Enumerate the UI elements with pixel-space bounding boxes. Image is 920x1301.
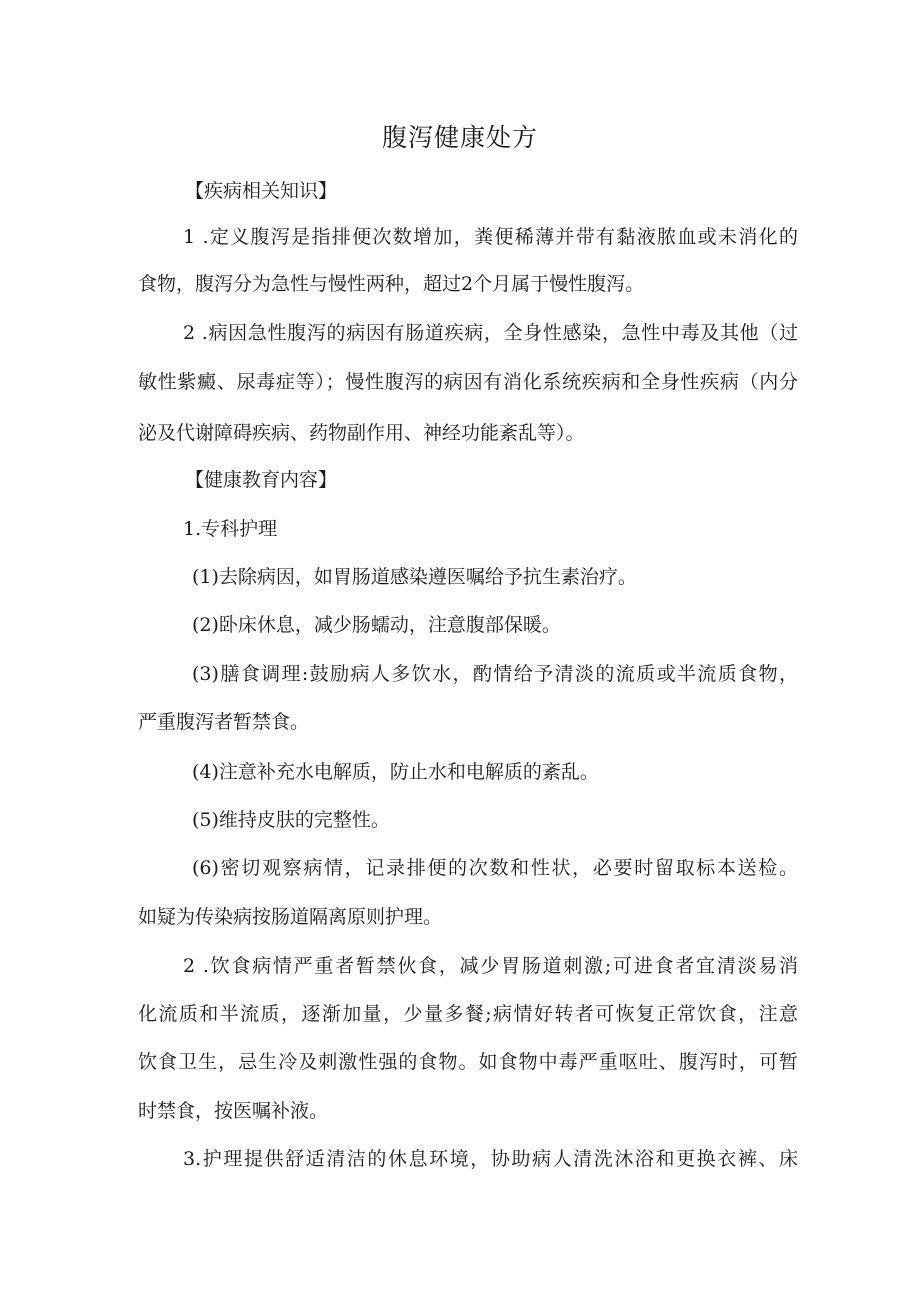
paragraph-line: 3.护理提供舒适清洁的休息环境，协助病人清洗沐浴和更换衣裤、床	[183, 1148, 798, 1170]
list-item: (6)密切观察病情，记录排便的次数和性状，必要时留取标本送检。	[192, 857, 798, 879]
section-heading-health-education: 【健康教育内容】	[185, 469, 338, 491]
paragraph-line: 2 .病因急性腹泻的病因有肠道疾病，全身性感染，急性中毒及其他（过	[183, 322, 798, 344]
section-heading-disease-knowledge: 【疾病相关知识】	[185, 180, 338, 202]
paragraph-line: 1 .定义腹泻是指排便次数增加，粪便稀薄并带有黏液脓血或未消化的	[183, 226, 798, 248]
list-item: (1)去除病因，如胃肠道感染遵医嘱给予抗生素治疗。	[192, 566, 637, 588]
list-item: (3)膳食调理:鼓励病人多饮水，酌情给予清淡的流质或半流质食物，	[192, 663, 798, 685]
page-title: 腹泻健康处方	[381, 123, 538, 152]
paragraph-line: 时禁食，按医嘱补液。	[138, 1100, 329, 1122]
paragraph-line: 泌及代谢障碍疾病、药物副作用、神经功能紊乱等）。	[138, 422, 585, 444]
paragraph-line: 食物，腹泻分为急性与慢性两种，超过2个月属于慢性腹泻。	[138, 273, 645, 295]
list-item-continuation: 严重腹泻者暂禁食。	[138, 711, 310, 733]
list-item: (4)注意补充水电解质，防止水和电解质的紊乱。	[192, 761, 599, 783]
paragraph-line: 化流质和半流质，逐渐加量，少量多餐;病情好转者可恢复正常饮食，注意	[138, 1003, 798, 1025]
list-item: (2)卧床休息，减少肠蠕动，注意腹部保暖。	[192, 614, 561, 636]
list-item-continuation: 如疑为传染病按肠道隔离原则护理。	[138, 906, 443, 928]
paragraph-line: 敏性紫癜、尿毒症等）；慢性腹泻的病因有消化系统疾病和全身性疾病（内分	[138, 371, 798, 393]
paragraph-line: 饮食卫生，忌生冷及刺激性强的食物。如食物中毒严重呕吐、腹泻时，可暂	[138, 1051, 798, 1073]
subsection-heading: 1.专科护理	[183, 518, 278, 540]
paragraph-line: 2 .饮食病情严重者暂禁伙食，减少胃肠道刺激;可进食者宜清淡易消	[183, 955, 798, 977]
list-item: (5)维持皮肤的完整性。	[192, 809, 390, 831]
